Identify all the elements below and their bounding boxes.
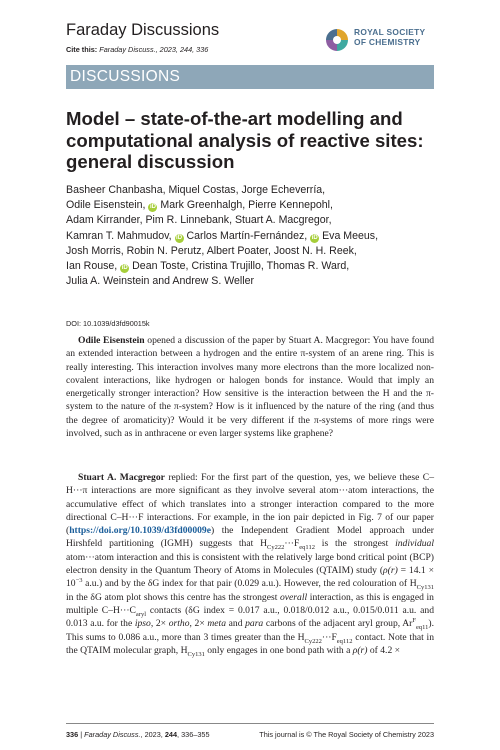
paragraph-text: atom···atom interaction and this is consistent with the relatively large bond critical point (BCP) electron density in the Quantum Theory of Atoms in Molecules (QTAIM) study ( [66,551,434,577]
footer-divider [66,723,434,724]
rsc-emblem-icon [324,27,350,53]
paragraph-text: contacts (δG index = 0.017 a.u., 0.018/0.012 a.u., 0.015/0.011 a.u. and 0.013 a.u. for the [66,604,435,630]
emphasis: overall [279,591,308,603]
rsc-line-2: OF CHEMISTRY [354,36,421,47]
orcid-icon[interactable]: iD [311,234,318,241]
math-symbol: ρ(r) [352,644,368,656]
author-name: Dean Toste, Cristina Trujillo, Thomas R. Ward, [132,260,350,273]
author-line [66,259,426,274]
discussion-paragraph-2 [66,471,434,657]
paragraph-text: , 2× [150,618,169,630]
page-number: 336 [66,730,79,739]
author-name: Carlos Martín-Fernández, [186,229,308,242]
footer-copyright: This journal is © The Royal Society of Chemistry 2023 [259,730,434,739]
paragraph-text: replied: For the first part of the question, yes, we believe these C–H···π interactions are more significant as they involve several atom···atom interactions, the accumulative effect of which translates into a stronger interaction compared to the more directional C–H···F interactions. For example, in the ion pair depicted in Fig. 7 of our paper ( [66,472,435,537]
subscript: Cy131 [187,650,205,658]
journal-title: Faraday Discussions [66,21,220,39]
cite-label: Cite this: [66,45,98,54]
paragraph-text: in the δG atom plot shows this centre has the strongest [66,591,280,603]
section-banner [66,65,434,89]
discussion-paragraph-1 [66,334,434,440]
paragraph-text: ···F [284,538,300,550]
paragraph-text: ) the Independent Gradient Model approach under Hirshfeld partitioning (IGMH) suggests that H [66,525,434,550]
superscript: −3 [75,577,83,585]
rsc-wordmark [354,28,425,47]
cite-text: Faraday Discuss., 2023, 244, 336 [99,45,209,54]
author-name: Kamran T. Mahmudov, [66,229,172,242]
orcid-icon[interactable]: iD [121,265,128,272]
rsc-logo [324,27,454,57]
speaker-name: Odile Eisenstein [78,335,145,346]
orcid-icon[interactable]: iD [176,234,183,241]
emphasis: para [245,618,264,630]
paragraph-text: carbons of the adjacent aryl group, Ar [263,618,413,630]
author-line: Josh Morris, Robin N. Perutz, Albert Poater, Joost N. H. Reek, [66,244,357,257]
footer-journal: Faraday Discuss. [84,730,141,739]
footer-year: , 2023, [140,730,165,739]
doi-link[interactable]: https://doi.org/10.1039/d3fd00009e [69,525,211,537]
footer-separator: | [78,730,85,739]
author-line: Basheer Chanbasha, Miquel Costas, Jorge Echeverría, [66,184,326,196]
paragraph-text: interaction, as this is engaged in multiple C–H···C [66,591,434,616]
emphasis: ipso [134,618,151,630]
paragraph-text: a.u.) and by the δG index for that pair (0.029 a.u.). However, the red colouration of H [82,578,417,590]
paragraph-text: is the strongest [314,538,396,550]
citation-line [66,45,208,54]
orcid-icon[interactable]: iD [149,204,156,211]
paragraph-text: contact. Note that in the QTAIM molecular graph, H [66,631,434,656]
subscript: eq112 [299,544,315,552]
section-banner-label: DISCUSSIONS [70,68,181,85]
author-line: Adam Kirrander, Pim R. Linnebank, Stuart A. Macgregor, [66,214,332,227]
subscript: aryl [135,610,147,618]
paragraph-text: ). This sums to 0.086 a.u., more than 3 times greater than the H [66,618,434,643]
subscript: eq112 [336,637,353,645]
paragraph-text: , 2× [189,618,208,630]
footer-volume: 244 [164,730,178,739]
emphasis: meta [207,618,227,630]
author-name: Ian Rouse, [66,260,118,273]
author-line [66,198,426,213]
author-line [66,229,426,244]
superscript: F [412,617,416,625]
article-title: Model – state-of-the-art modelling and computational analysis of reactive sites: general discussion [66,108,424,172]
paragraph-text: only engages in one bond path with a [204,644,353,656]
author-list [66,183,426,289]
subscript: Cy131 [416,584,434,592]
subscript: Cy222 [304,637,322,645]
subscript: Cy222 [267,544,285,552]
emphasis: ortho [168,618,190,630]
math-symbol: ρ(r) [383,565,398,577]
speaker-name: Stuart A. Macgregor [78,472,165,483]
doi[interactable]: DOI: 10.1039/d3fd90015k [66,319,150,328]
page-footer [66,730,434,739]
author-line: Julia A. Weinstein and Andrew S. Weller [66,275,255,288]
emphasis: individual [395,538,434,550]
subscript: eq11 [416,624,429,632]
author-name: Odile Eisenstein, [66,199,146,212]
paragraph-text: ···F [321,631,337,643]
paragraph-text: and [226,618,246,630]
rsc-line-1: ROYAL SOCIETY [354,27,426,37]
author-name: Eva Meeus, [322,229,379,242]
paragraph-text: opened a discussion of the paper by Stuart A. Macgregor: You have found an extended interaction between a hydrogen and the entire π-system of an arene ring. This is really interesting. This interaction involves many more electrons than the more localized non-covalent interactions, like hydrogen or halogen bonds for instance. Would that imply an energetically stronger interaction? How sensitive is the interaction between the H and the π-system to the nature of the π-system? How is it influenced by the nature of the ring (and thus the degree of aromaticity)? Would it be very different if the π-systems of more rings were involved, such as in anthracene or even larger systems like graphene? [66,335,434,440]
paragraph-text: = 14.1 × 10 [66,565,434,590]
paragraph-text: of 4.2 × [367,644,401,656]
footer-pages: , 336–355 [177,730,210,739]
author-name: Mark Greenhalgh, Pierre Kennepohl, [160,199,333,212]
